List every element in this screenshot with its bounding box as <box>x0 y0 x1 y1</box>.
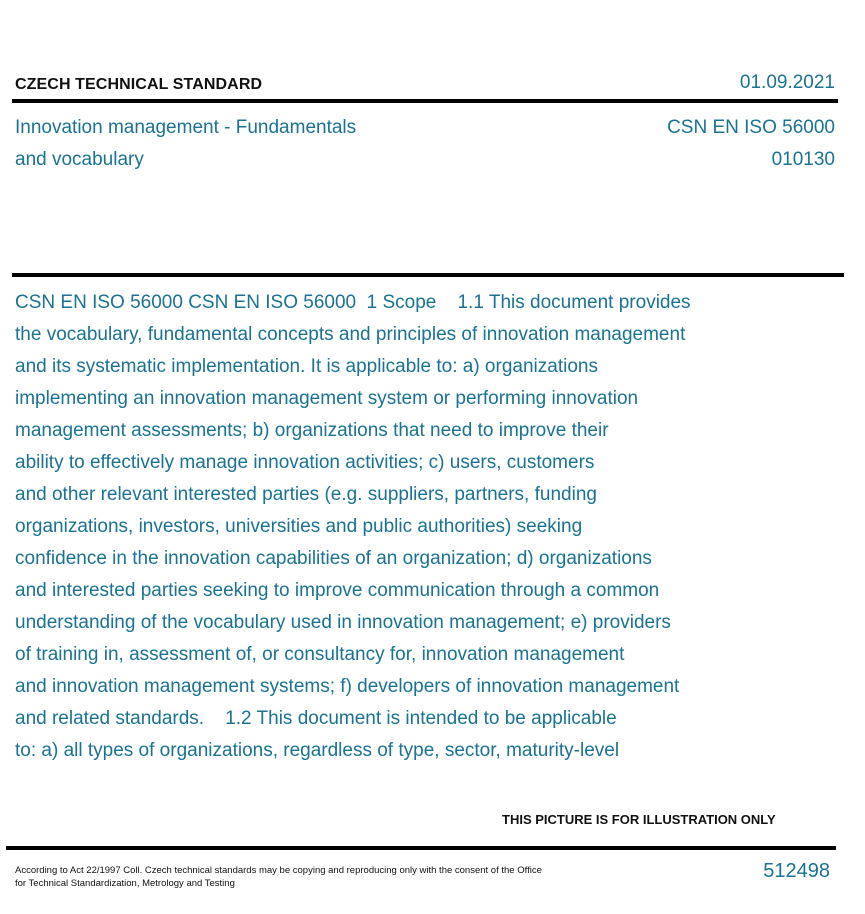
header-divider <box>12 99 838 103</box>
illustration-notice: THIS PICTURE IS FOR ILLUSTRATION ONLY <box>502 812 776 827</box>
legal-notice-line-2: for Technical Standardization, Metrology and Testing <box>15 877 235 889</box>
footer-divider <box>6 846 836 850</box>
classification-number: 010130 <box>771 149 835 170</box>
footer-document-number: 512498 <box>763 860 830 882</box>
standard-code: CSN EN ISO 56000 <box>667 117 835 138</box>
legal-notice-line-1: According to Act 22/1997 Coll. Czech technical standards may be copying and reproducing only with the consent of the Office <box>15 865 542 876</box>
title-divider <box>12 273 844 277</box>
document-type-heading: CZECH TECHNICAL STANDARD <box>15 76 263 93</box>
standard-title-line-1: Innovation management - Fundamentals <box>15 117 357 138</box>
standard-title <box>15 112 445 176</box>
publication-date: 01.09.2021 <box>739 72 835 93</box>
legal-notice <box>15 865 615 890</box>
scope-text: CSN EN ISO 56000 CSN EN ISO 56000 1 Scope 1.1 This document provides the vocabulary, fundamental concepts and principles of innovation management and its systematic implementation. It is applicable to: a) organizations implementing an innovation management system or performing innovation management assessments; b) organizations that need to improve their ability to effectively manage innovation activities; c) users, customers and other relevant interested parties (e.g. suppliers, partners, funding organizations, investors, universities and public authorities) seeking confidence in the innovation capabilities of an organization; d) organizations and interested parties seeking to improve communication through a common understanding of the vocabulary used in innovation management; e) providers of training in, assessment of, or consultancy for, innovation management and innovation management systems; f) developers of innovation management and related standards. 1.2 This document is intended to be applicable to: a) all types of organizations, regardless of type, sector, maturity-level <box>15 292 691 761</box>
standard-identifiers <box>535 112 835 176</box>
standard-title-line-2: and vocabulary <box>15 149 144 170</box>
